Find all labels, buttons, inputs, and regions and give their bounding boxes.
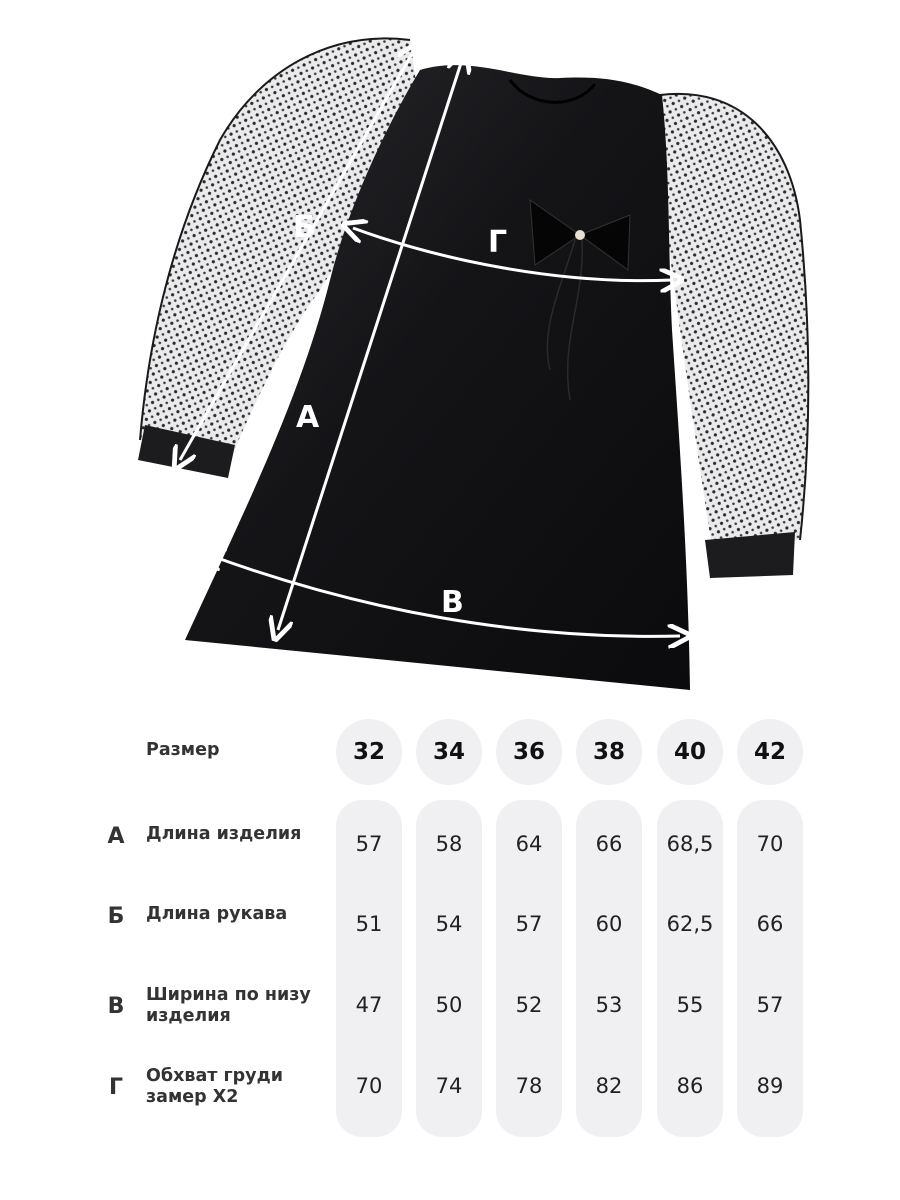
table-cell: 57 xyxy=(756,993,784,1017)
table-cell: 52 xyxy=(515,993,543,1017)
table-cell: 70 xyxy=(355,1074,383,1098)
table-cell: 86 xyxy=(676,1074,704,1098)
size-pill: 40 xyxy=(657,719,723,785)
diagram-label-g: Г xyxy=(488,225,508,260)
size-pill: 32 xyxy=(336,719,402,785)
table-cell: 58 xyxy=(435,832,463,856)
size-pill: 38 xyxy=(576,719,642,785)
row-label-length: Длина изделия xyxy=(146,824,302,844)
table-cell: 60 xyxy=(595,912,623,936)
table-cell: 47 xyxy=(355,993,383,1017)
row-letter-v: В xyxy=(107,994,125,1019)
table-cell: 70 xyxy=(756,832,784,856)
row-letter-g: Г xyxy=(108,1075,124,1100)
size-pill: 34 xyxy=(416,719,482,785)
size-pill: 42 xyxy=(737,719,803,785)
table-cell: 89 xyxy=(756,1074,784,1098)
table-cell: 66 xyxy=(595,832,623,856)
table-cell: 64 xyxy=(515,832,543,856)
table-cell: 54 xyxy=(435,912,463,936)
table-cell: 66 xyxy=(756,912,784,936)
row-label-width: Ширина по низу изделия xyxy=(146,985,311,1026)
table-cell: 74 xyxy=(435,1074,463,1098)
table-cell: 51 xyxy=(355,912,383,936)
table-cell: 78 xyxy=(515,1074,543,1098)
diagram-label-v: В xyxy=(441,585,464,620)
table-cell: 57 xyxy=(355,832,383,856)
table-cell: 62,5 xyxy=(666,912,714,936)
diagram-label-b: Б xyxy=(293,210,316,245)
row-label-chest: Обхват груди замер Х2 xyxy=(146,1066,283,1107)
table-cell: 57 xyxy=(515,912,543,936)
row-letter-a: А xyxy=(107,824,125,849)
table-cell: 53 xyxy=(595,993,623,1017)
row-label-sleeve: Длина рукава xyxy=(146,904,288,924)
diagram-label-a: А xyxy=(296,400,320,435)
table-cell: 55 xyxy=(676,993,704,1017)
size-header-label: Размер xyxy=(146,740,220,760)
table-cell: 68,5 xyxy=(666,832,714,856)
size-pill: 36 xyxy=(496,719,562,785)
row-letter-b: Б xyxy=(107,904,125,929)
table-cell: 82 xyxy=(595,1074,623,1098)
table-cell: 50 xyxy=(435,993,463,1017)
